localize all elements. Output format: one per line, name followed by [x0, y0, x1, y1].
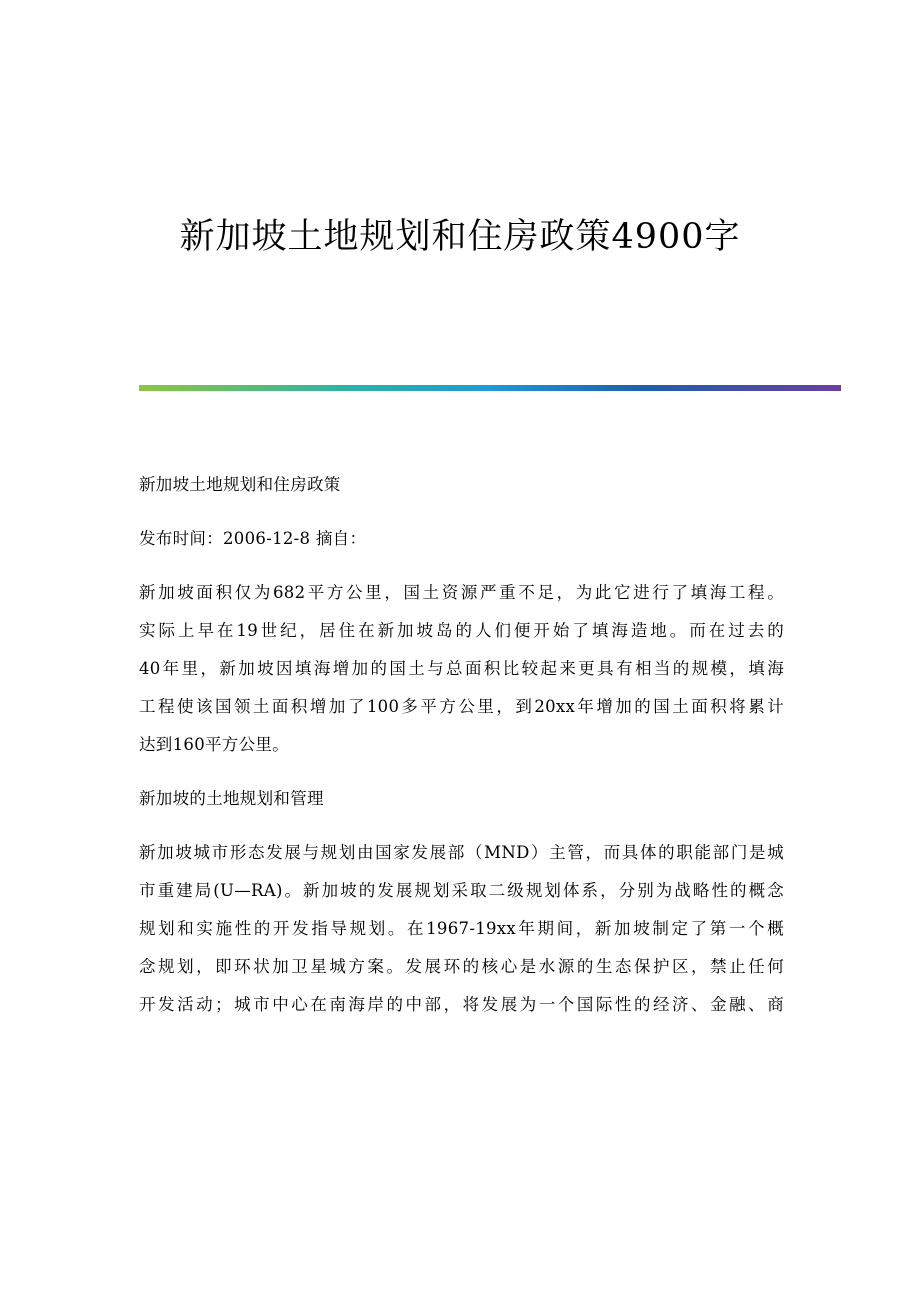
section-heading [139, 466, 784, 504]
publish-info [139, 520, 784, 558]
text-line: 开发活动；城市中心在南海岸的中部，将发展为一个国际性的经济、金融、商 [139, 995, 784, 1014]
text-line: 新加坡面积仅为682平方公里，国土资源严重不足，为此它进行了填海工程。 [139, 583, 784, 602]
text-line: 市重建局(U—RA)。新加坡的发展规划采取二级规划体系，分别为战略性的概念 [139, 881, 784, 900]
body-paragraph [139, 834, 784, 1024]
text-line: 工程使该国领土面积增加了100多平方公里，到20xx年增加的国土面积将累计 [139, 697, 784, 716]
text-line: 达到160平方公里。 [139, 735, 289, 754]
text-line: 实际上早在19世纪，居住在新加坡岛的人们便开始了填海造地。而在过去的 [139, 621, 784, 640]
document-body [139, 466, 784, 1024]
text-line: 规划和实施性的开发指导规划。在1967-19xx年期间，新加坡制定了第一个概 [139, 919, 784, 938]
document-title: 新加坡土地规划和住房政策4900字 [179, 217, 741, 257]
text-line: 发布时间：2006-12-8 摘自： [139, 529, 367, 548]
text-line: 新加坡土地规划和住房政策 [139, 475, 341, 494]
body-paragraph [139, 574, 784, 764]
text-line: 新加坡城市形态发展与规划由国家发展部（MND）主管，而具体的职能部门是城 [139, 843, 784, 862]
section-heading [139, 780, 784, 818]
text-line: 40年里，新加坡因填海增加的国土与总面积比较起来更具有相当的规模，填海 [139, 659, 784, 678]
title-divider [139, 385, 841, 391]
text-line: 念规划，即环状加卫星城方案。发展环的核心是水源的生态保护区，禁止任何 [139, 957, 784, 976]
text-line: 新加坡的土地规划和管理 [139, 789, 324, 808]
